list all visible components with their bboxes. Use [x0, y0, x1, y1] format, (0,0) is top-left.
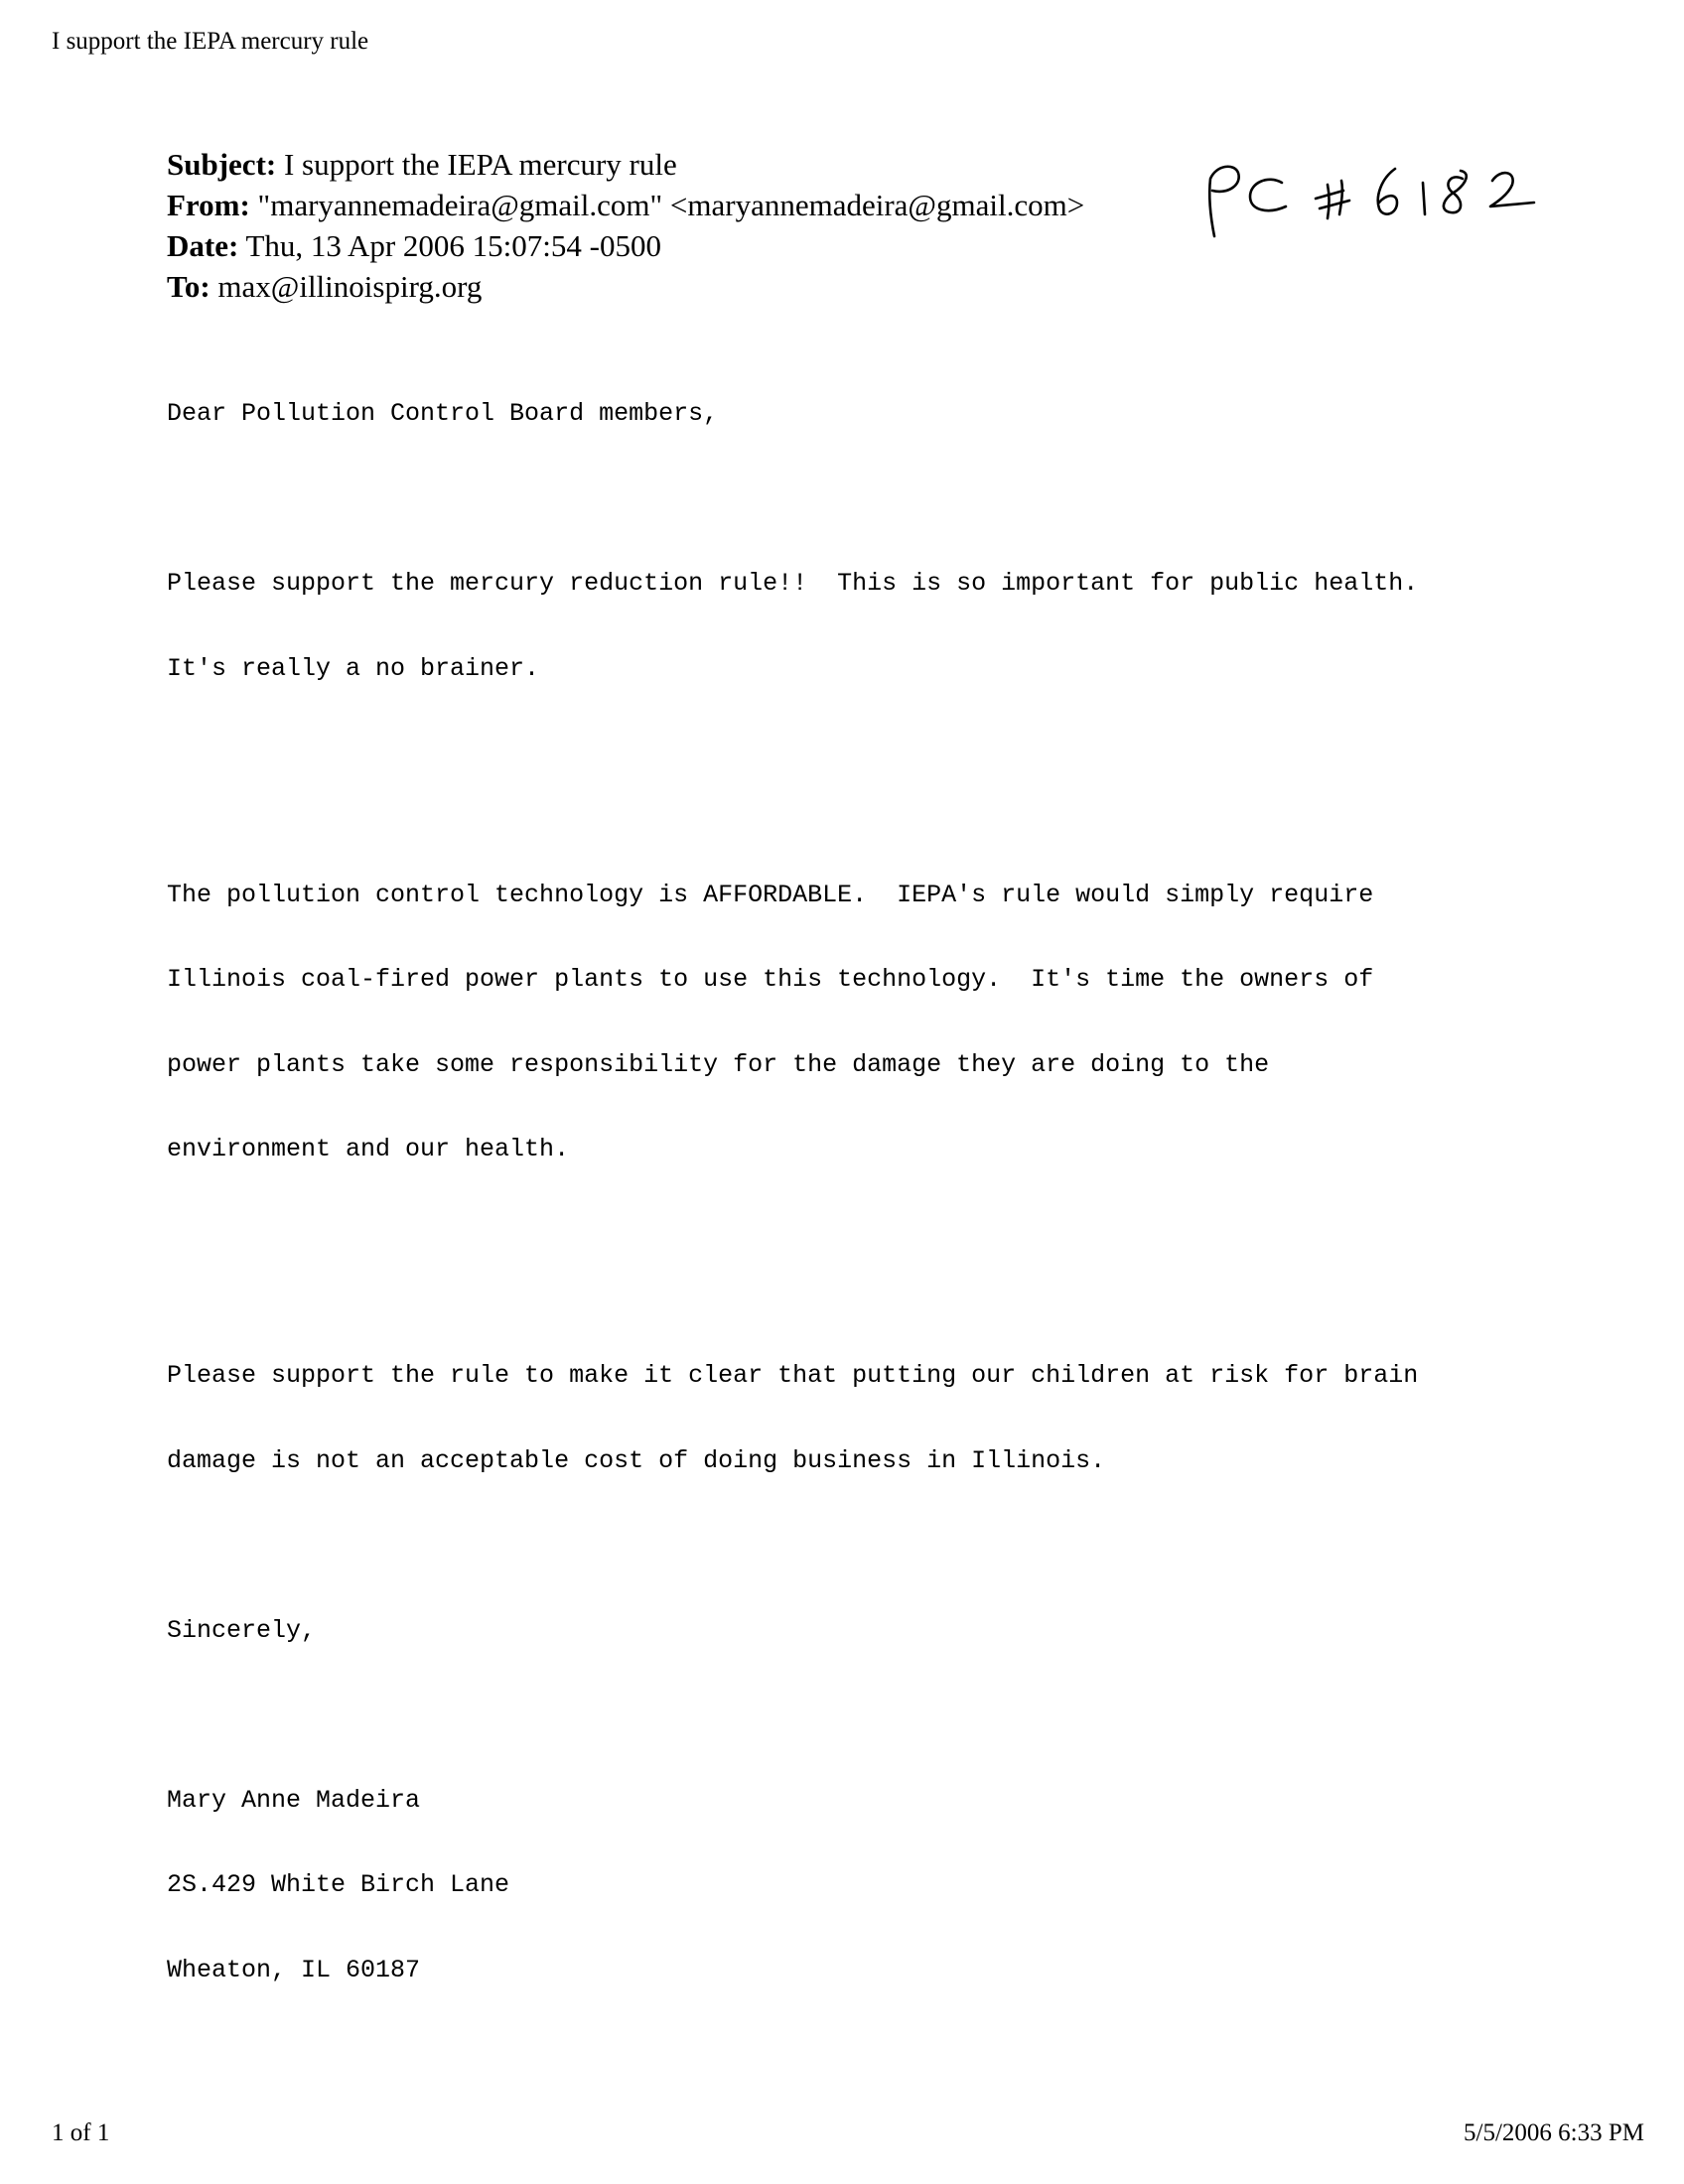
- paragraph-2-line: The pollution control technology is AFFORDABLE. IEPA's rule would simply require: [167, 880, 1374, 909]
- from-value: "maryannemadeira@gmail.com" <maryannemadeira@gmail.com>: [257, 188, 1085, 222]
- signature-street: 2S.429 White Birch Lane: [167, 1870, 510, 1899]
- paragraph-2-line: Illinois coal-fired power plants to use this technology. It's time the owners of: [167, 965, 1374, 994]
- date-value: Thu, 13 Apr 2006 15:07:54 -0500: [245, 228, 661, 263]
- print-timestamp: 5/5/2006 6:33 PM: [1464, 2119, 1644, 2146]
- page-header-title: I support the IEPA mercury rule: [52, 28, 369, 55]
- paragraph-1-line: It's really a no brainer.: [167, 653, 540, 683]
- email-headers: [167, 144, 1084, 307]
- closing: Sincerely,: [167, 1615, 317, 1645]
- date-label: Date:: [167, 228, 239, 263]
- paragraph-2-line: power plants take some responsibility for the damage they are doing to the: [167, 1049, 1270, 1079]
- from-row: [167, 185, 1084, 225]
- subject-value: I support the IEPA mercury rule: [283, 147, 677, 182]
- to-value: max@illinoispirg.org: [217, 269, 483, 304]
- paragraph-1-line: Please support the mercury reduction rule!! This is so important for public health.: [167, 569, 1419, 598]
- signature-city: Wheaton, IL 60187: [167, 1955, 421, 1984]
- signature-block: [167, 1730, 1418, 2042]
- greeting: Dear Pollution Control Board members,: [167, 399, 719, 428]
- from-label: From:: [167, 188, 250, 222]
- paragraph-1: [167, 513, 1418, 740]
- page-count: 1 of 1: [52, 2119, 110, 2146]
- to-label: To:: [167, 269, 210, 304]
- handwritten-pc-number-stamp: [1196, 157, 1594, 256]
- subject-row: [167, 144, 1084, 185]
- email-body: [167, 343, 1418, 2070]
- date-row: [167, 225, 1084, 266]
- to-row: [167, 266, 1084, 307]
- paragraph-3-line: damage is not an acceptable cost of doing business in Illinois.: [167, 1445, 1106, 1475]
- paragraph-2: [167, 825, 1418, 1221]
- paragraph-2-line: environment and our health.: [167, 1135, 570, 1163]
- paragraph-3-line: Please support the rule to make it clear that putting our children at risk for brain: [167, 1361, 1419, 1390]
- subject-label: Subject:: [167, 147, 277, 182]
- signature-name: Mary Anne Madeira: [167, 1785, 421, 1815]
- paragraph-3: [167, 1305, 1418, 1532]
